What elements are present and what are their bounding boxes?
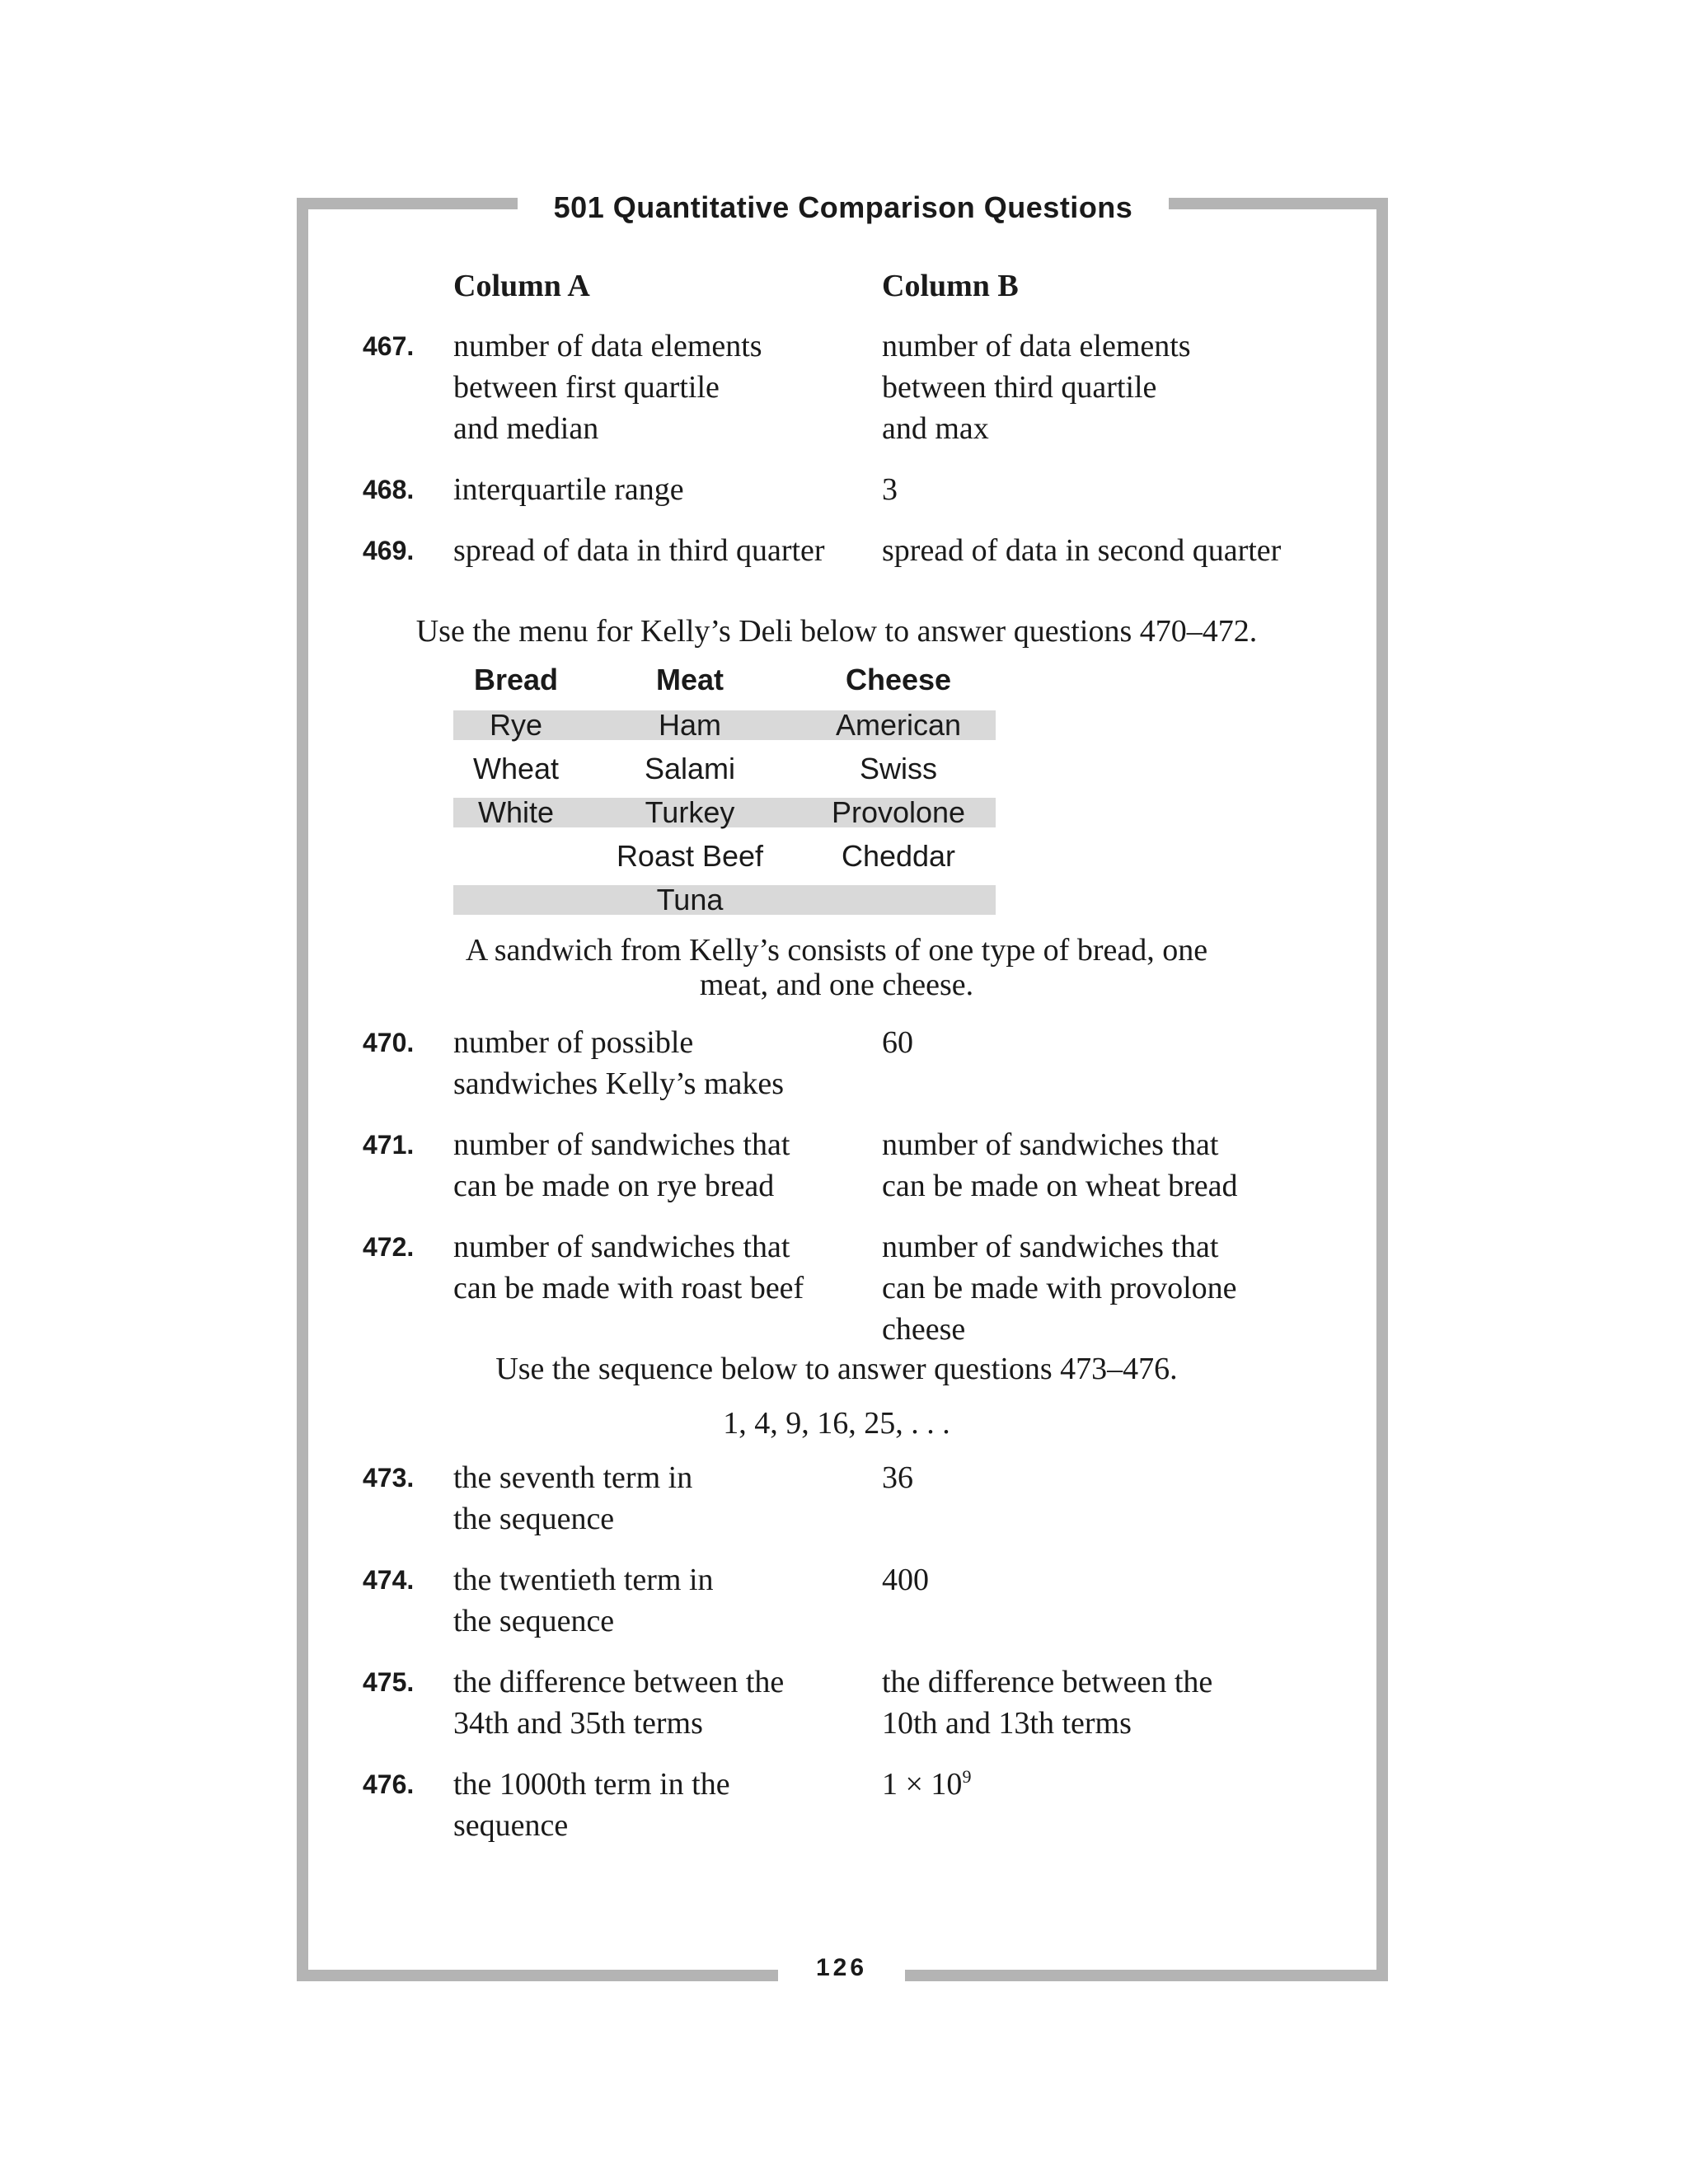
menu-cell: Turkey <box>579 798 801 827</box>
column-b-text: number of sandwiches that can be made on wheat bread <box>882 1127 1238 1203</box>
question-number: 473. <box>363 1463 415 1493</box>
question-467 <box>363 326 1352 449</box>
column-a-text: number of sandwiches that can be made with roast beef <box>453 1230 804 1305</box>
scientific-base: 1 × 10 <box>882 1767 963 1802</box>
column-a-text: the seventh term in the sequence <box>453 1460 693 1536</box>
question-number: 474. <box>363 1565 415 1595</box>
menu-row <box>453 834 996 878</box>
menu-note: A sandwich from Kelly’s consists of one type of bread, one meat, and one cheese. <box>465 933 1208 1002</box>
sequence-instruction: Use the sequence below to answer questions 473–476. <box>495 1352 1178 1386</box>
column-b-text: 400 <box>882 1563 929 1597</box>
question-number: 467. <box>363 331 415 361</box>
menu-cell: Swiss <box>859 751 937 785</box>
page-content <box>363 247 1352 1866</box>
column-a-text: interquartile range <box>453 472 684 507</box>
question-471 <box>363 1124 1352 1207</box>
column-a-text: the twentieth term in the sequence <box>453 1563 714 1638</box>
column-b-heading: Column B <box>882 269 1019 303</box>
column-a-text: spread of data in third quarter <box>453 533 825 568</box>
menu-cell <box>453 885 579 915</box>
menu-header-row <box>453 657 996 703</box>
question-473 <box>363 1457 1352 1540</box>
column-b-text: 36 <box>882 1460 913 1495</box>
menu-header-bread: Bread <box>473 663 559 696</box>
page-number: 126 <box>815 1954 868 1981</box>
menu-cell: Roast Beef <box>616 838 764 873</box>
menu-header-cheese: Cheese <box>845 663 952 696</box>
deli-menu-table <box>453 657 996 921</box>
column-b-text: spread of data in second quarter <box>882 533 1282 568</box>
column-a-text: the 1000th term in the sequence <box>453 1767 730 1843</box>
scientific-exponent: 9 <box>962 1766 972 1787</box>
question-number: 472. <box>363 1232 415 1262</box>
menu-row <box>453 747 996 790</box>
menu-cell: Tuna <box>579 885 801 915</box>
menu-cell <box>801 885 996 915</box>
question-number: 476. <box>363 1769 415 1799</box>
question-number: 469. <box>363 536 415 565</box>
question-470 <box>363 1022 1352 1104</box>
question-475 <box>363 1661 1352 1744</box>
question-468 <box>363 469 1352 510</box>
column-a-text: number of possible sandwiches Kelly’s makes <box>453 1025 785 1101</box>
menu-row <box>453 790 996 834</box>
column-b-text: number of sandwiches that can be made with provolone cheese <box>882 1230 1237 1347</box>
menu-cell: Wheat <box>472 751 560 785</box>
question-number: 468. <box>363 475 415 504</box>
menu-cell: Ham <box>579 710 801 740</box>
column-a-heading: Column A <box>453 269 590 303</box>
page-header-title: 501 Quantitative Comparison Questions <box>553 190 1133 224</box>
question-472 <box>363 1226 1352 1347</box>
question-474 <box>363 1559 1352 1642</box>
column-a-text: number of data elements between first quartile and median <box>453 329 762 446</box>
column-a-text: the difference between the 34th and 35th terms <box>453 1665 785 1741</box>
question-476 <box>363 1764 1352 1846</box>
menu-cell: Salami <box>644 751 736 785</box>
menu-cell: Provolone <box>801 798 996 827</box>
column-a-text: number of sandwiches that can be made on rye bread <box>453 1127 790 1203</box>
column-b-text: 60 <box>882 1025 913 1060</box>
question-469 <box>363 530 1352 571</box>
question-number: 475. <box>363 1667 415 1697</box>
menu-cell: American <box>801 710 996 740</box>
column-b-text <box>882 1764 1311 1805</box>
menu-cell: Rye <box>453 710 579 740</box>
menu-instruction: Use the menu for Kelly’s Deli below to answer questions 470–472. <box>415 614 1258 649</box>
column-headers <box>363 247 1352 326</box>
column-b-text: 3 <box>882 472 898 507</box>
column-b-text: number of data elements between third quartile and max <box>882 329 1191 446</box>
question-number: 471. <box>363 1130 415 1160</box>
menu-row <box>453 878 996 921</box>
column-b-text: the difference between the 10th and 13th terms <box>882 1665 1213 1741</box>
menu-cell: Cheddar <box>841 838 956 873</box>
sequence-display: 1, 4, 9, 16, 25, . . . <box>723 1406 950 1441</box>
question-number: 470. <box>363 1028 415 1057</box>
menu-cell: White <box>453 798 579 827</box>
menu-row <box>453 703 996 747</box>
menu-header-meat: Meat <box>655 663 724 696</box>
